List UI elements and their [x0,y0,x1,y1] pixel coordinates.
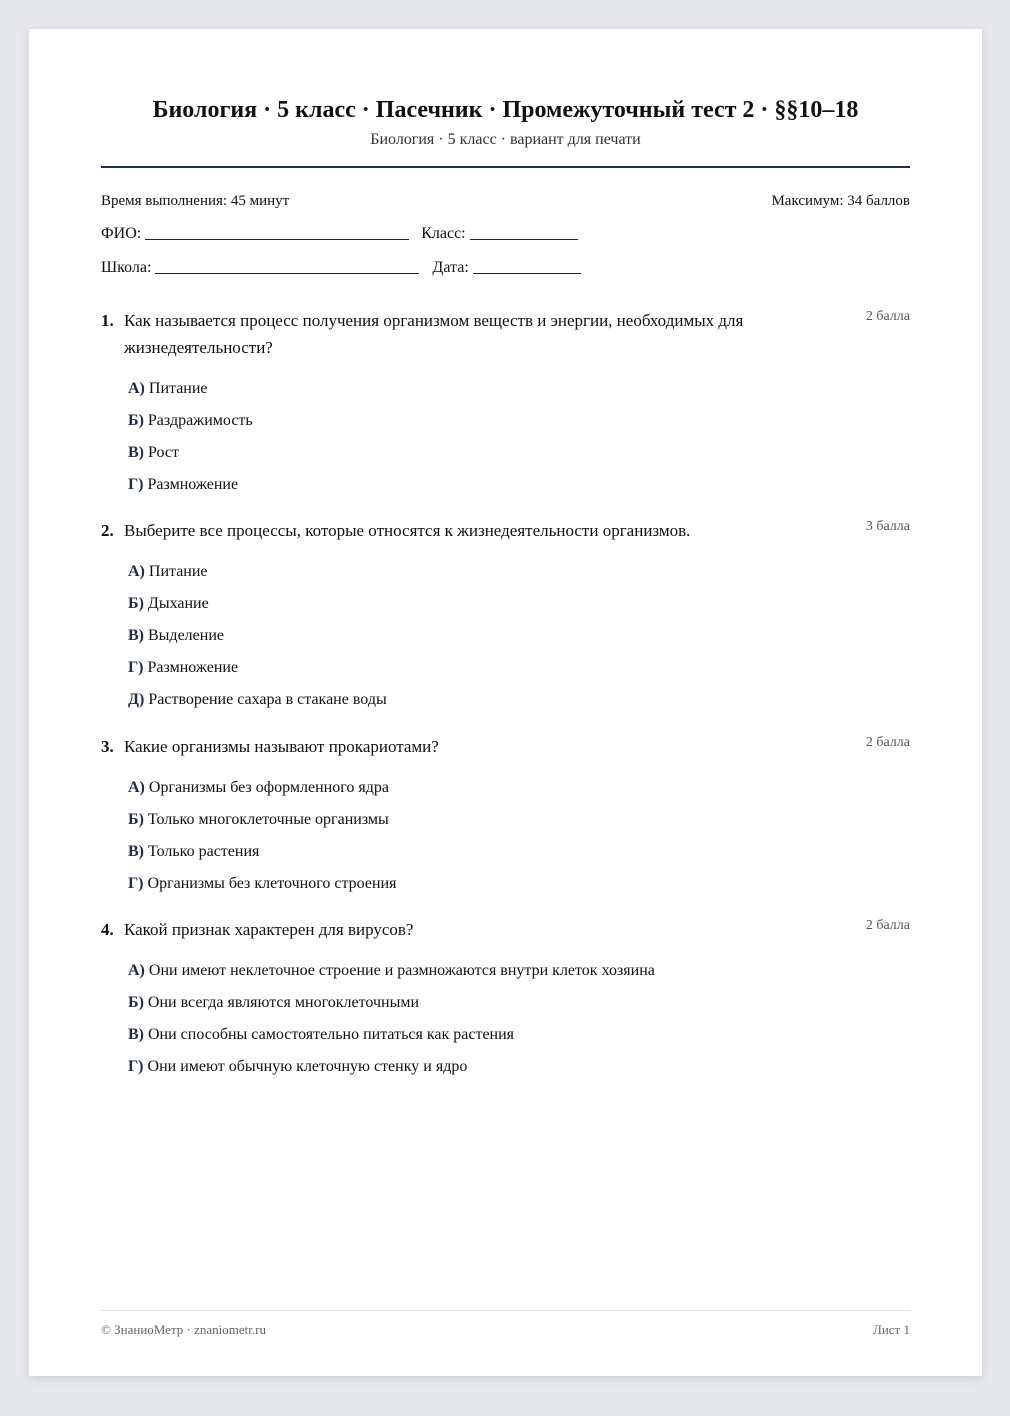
answer-option[interactable] [128,620,910,652]
option-letter: В) [128,627,144,644]
answer-option[interactable] [128,437,910,469]
question-header [101,307,910,361]
footer-divider [101,1310,910,1311]
time-limit: Время выполнения: 45 минут [101,193,290,209]
answer-option[interactable] [128,652,910,684]
answer-option[interactable] [128,868,910,900]
option-text: Рост [148,444,179,461]
name-field[interactable] [145,239,409,240]
option-text: Раздражимость [147,412,253,429]
option-text: Организмы без клеточного строения [147,875,397,892]
option-letter: В) [128,1026,144,1043]
max-score: Максимум: 34 баллов [771,193,910,209]
question-text: Выберите все процессы, которые относятся к жизнедеятельности организмов. [124,521,691,540]
question-number: 4. [101,920,114,939]
meta-row [101,193,910,210]
date-label: Дата: [432,259,469,276]
answer-options [101,373,910,501]
option-text: Только многоклеточные организмы [147,811,389,828]
option-letter: Б) [128,994,144,1011]
question-header [101,517,910,544]
answer-option[interactable] [128,836,910,868]
option-letter: А) [128,563,145,580]
question-number: 2. [101,521,114,540]
option-letter: А) [128,380,145,397]
answer-option[interactable] [128,987,910,1019]
question-header [101,916,910,943]
option-text: Только растения [148,843,260,860]
answer-option[interactable] [128,405,910,437]
option-letter: Д) [128,691,145,708]
class-label: Класс: [421,225,466,242]
answer-option[interactable] [128,469,910,501]
answer-option[interactable] [128,588,910,620]
option-letter: Г) [128,476,144,493]
option-text: Питание [148,563,208,580]
footer [101,1322,910,1338]
option-text: Организмы без оформленного ядра [148,779,389,796]
page-subtitle: Биология · 5 класс · вариант для печати [370,131,641,148]
question-2 [101,517,910,716]
question-4 [101,916,910,1083]
footer-copyright: © ЗнаниоМетр · znaniometr.ru [101,1322,266,1337]
answer-option[interactable] [128,556,910,588]
question-points: 2 балла [865,309,910,324]
answer-option[interactable] [128,772,910,804]
answer-option[interactable] [128,1051,910,1083]
question-3 [101,733,910,900]
question-points: 2 балла [865,918,910,933]
class-field[interactable] [470,239,578,240]
question-points: 3 балла [865,519,910,534]
question-text: Какой признак характерен для вирусов? [124,920,414,939]
question-text: Какие организмы называют прокариотами? [124,737,439,756]
footer-sheet-number: Лист 1 [873,1322,910,1337]
option-letter: А) [128,779,145,796]
option-letter: Б) [128,595,144,612]
header-divider [101,166,910,168]
option-letter: А) [128,962,145,979]
option-text: Они способны самостоятельно питаться как растения [148,1026,515,1043]
option-letter: Г) [128,875,144,892]
question-header [101,733,910,760]
question-1 [101,307,910,501]
answer-option[interactable] [128,804,910,836]
option-text: Выделение [148,627,224,644]
page-title: Биология · 5 класс · Пасечник · Промежуточный тест 2 · §§10–18 [152,97,859,123]
answer-option[interactable] [128,373,910,405]
school-date-row [101,259,581,277]
option-letter: Г) [128,659,144,676]
option-text: Они имеют обычную клеточную стенку и ядро [147,1058,468,1075]
answer-option[interactable] [128,955,910,987]
option-letter: Б) [128,811,144,828]
name-label: ФИО: [101,225,142,242]
option-text: Растворение сахара в стакане воды [148,691,387,708]
question-points: 2 балла [865,735,910,750]
option-text: Они всегда являются многоклеточными [147,994,420,1011]
question-number: 3. [101,737,114,756]
option-letter: В) [128,444,144,461]
answer-option[interactable] [128,684,910,716]
option-text: Они имеют неклеточное строение и размножаются внутри клеток хозяина [148,962,655,979]
option-letter: Г) [128,1058,144,1075]
school-label: Школа: [101,259,152,276]
answer-options [101,955,910,1083]
answer-option[interactable] [128,1019,910,1051]
name-class-row [101,225,578,243]
question-text: Как называется процесс получения организмом веществ и энергии, необходимых для жизнедеятельности? [124,311,744,357]
date-field[interactable] [473,273,581,274]
answer-options [101,556,910,716]
option-text: Дыхание [147,595,209,612]
option-text: Размножение [147,476,239,493]
answer-options [101,772,910,900]
option-letter: Б) [128,412,144,429]
option-text: Размножение [147,659,239,676]
question-number: 1. [101,311,114,330]
option-letter: В) [128,843,144,860]
test-sheet [29,29,982,1376]
option-text: Питание [148,380,208,397]
school-field[interactable] [155,273,419,274]
